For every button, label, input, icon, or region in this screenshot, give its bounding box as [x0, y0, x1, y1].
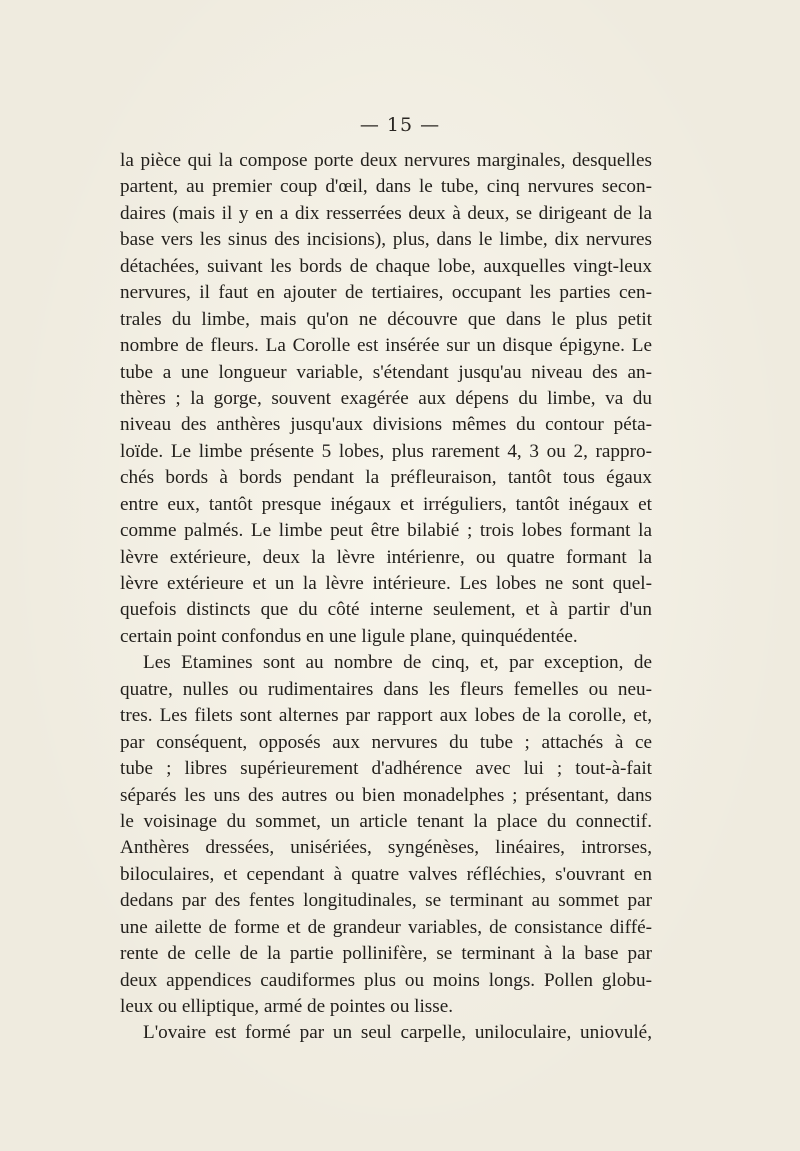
text-line: quefois distincts que du côté interne seulement, et à partir d'un [120, 599, 652, 621]
text-line: dedans par des fentes longitudinales, se terminant au sommet par [120, 890, 652, 912]
text-line: Les Etamines sont au nombre de cinq, et, par exception, de [143, 652, 652, 674]
text-line: certain point confondus en une ligule plane, quinquédentée. [120, 625, 578, 647]
text-line: daires (mais il y en a dix resserrées deux à deux, se dirigeant de la [120, 202, 652, 224]
text-line: thères ; la gorge, souvent exagérée aux dépens du limbe, va du [120, 387, 652, 409]
text-line: base vers les sinus des incisions), plus, dans le limbe, dix nervures [120, 229, 652, 251]
page-number: — 15 — [359, 114, 441, 136]
text-line: biloculaires, et cependant à quatre valves réfléchies, s'ouvrant en [120, 863, 652, 885]
text-line: trales du limbe, mais qu'on ne découvre que dans le plus petit [120, 308, 652, 330]
text-line: séparés les uns des autres ou bien monadelphes ; présentant, dans [120, 784, 652, 806]
text-line: lèvre extérieure, deux la lèvre intérienre, ou quatre formant la [120, 546, 652, 568]
text-line: Anthères dressées, unisériées, syngénèses, linéaires, introrses, [120, 837, 652, 859]
text-line: loïde. Le limbe présente 5 lobes, plus rarement 4, 3 ou 2, rappro- [120, 440, 652, 462]
body-text [120, 148, 652, 1047]
text-line: tube ; libres supérieurement d'adhérence avec lui ; tout-à-fait [120, 758, 652, 780]
paragraph-corolla [120, 148, 652, 650]
text-line: tube a une longueur variable, s'étendant jusqu'au niveau des an- [120, 361, 652, 383]
text-line: L'ovaire est formé par un seul carpelle, uniloculaire, uniovulé, [143, 1022, 652, 1044]
text-line: nervures, il faut en ajouter de tertiaires, occupant les parties cen- [120, 282, 652, 304]
text-line: rente de celle de la partie pollinifère, se terminant à la base par [120, 943, 652, 965]
text-line: une ailette de forme et de grandeur variables, de consistance diffé- [120, 916, 652, 938]
paragraph-ovary [120, 1020, 652, 1046]
text-line: détachées, suivant les bords de chaque lobe, auxquelles vingt-leux [120, 255, 652, 277]
paragraph-stamens [120, 650, 652, 1020]
text-line: partent, au premier coup d'œil, dans le tube, cinq nervures secon- [120, 176, 652, 198]
text-line: quatre, nulles ou rudimentaires dans les fleurs femelles ou neu- [120, 678, 652, 700]
text-line: chés bords à bords pendant la préfleuraison, tantôt tous égaux [120, 467, 652, 489]
text-line: nombre de fleurs. La Corolle est insérée sur un disque épigyne. Le [120, 335, 652, 357]
text-line: lèvre extérieure et un la lèvre intérieure. Les lobes ne sont quel- [120, 573, 652, 594]
text-line: comme palmés. Le limbe peut être bilabié ; trois lobes formant la [120, 520, 652, 542]
text-line: niveau des anthères jusqu'aux divisions mêmes du contour péta- [120, 414, 652, 436]
text-line: leux ou elliptique, armé de pointes ou lisse. [120, 996, 454, 1017]
text-line: la pièce qui la compose porte deux nervures marginales, desquelles [120, 150, 652, 171]
text-line: deux appendices caudiformes plus ou moins longs. Pollen globu- [120, 969, 652, 991]
text-line: tres. Les filets sont alternes par rapport aux lobes de la corolle, et, [120, 705, 652, 727]
text-line: par conséquent, opposés aux nervures du tube ; attachés à ce [120, 731, 652, 753]
text-line: le voisinage du sommet, un article tenant la place du connectif. [120, 810, 652, 832]
text-line: entre eux, tantôt presque inégaux et irréguliers, tantôt inégaux et [120, 493, 652, 515]
